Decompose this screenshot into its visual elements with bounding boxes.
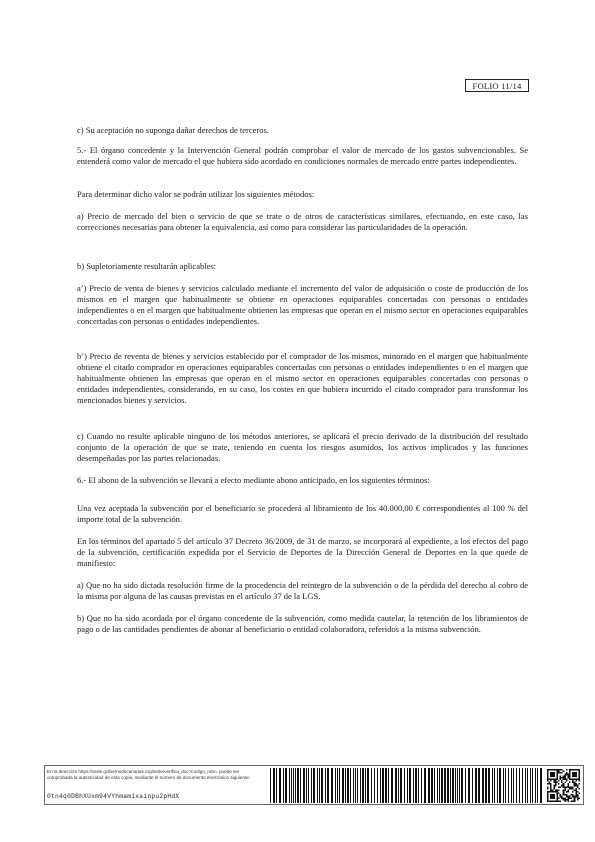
verification-text: En la dirección https://sede.gobiernodecanarias.org/sede/verifica_doc?codigo_nde= puede ser comprobada la autenticidad de esta copia, mediante el número de documento electrónico siguiente:: [47, 769, 251, 780]
paragraph-certification-a: a) Que no ha sido dictada resolución firme de la procedencia del reintegro de la subvención o de la pérdida del derecho al cobro de la misma por alguna de las causas previstas en el artículo 37 de la LGS.: [77, 580, 528, 601]
paragraph-certification: En los términos del apartado 5 del artículo 37 Decreto 36/2009, de 31 de marzo, se incorporará al expediente, a los efectos del pago de la subvención, certificación expedida por el Servicio de Deportes de la Dirección General de Deportes en la que quede de manifiesto:: [77, 536, 528, 568]
qr-code-icon: [547, 769, 580, 802]
paragraph-condition-c: c) Su aceptación no suponga dañar derechos de terceros.: [77, 125, 269, 135]
folio-label: FOLIO 11/14: [465, 79, 529, 92]
paragraph-method-b: b) Supletoriamente resultarán aplicables:: [77, 261, 217, 271]
document-code: 0tn4q0DBhXUxm94VYhmam1xainpu2pHdX: [47, 793, 180, 800]
paragraph-method-c: c) Cuando no resulte aplicable ninguno de los métodos anteriores, se aplicará el precio derivado de la distribución del resultado conjunto de la operación de que se trate, teniendo en cuenta los riesgos asumidos, los activos implicados y las funciones desempeñadas por las partes relacionadas.: [77, 431, 528, 463]
paragraph-section-5: 5.- El órgano concedente y la Intervención General podrán comprobar el valor de mercado de los gastos subvencionables. Se entenderá como valor de mercado el que hubiera sido acordado en condiciones normales de mercado entre partes independientes.: [77, 145, 528, 166]
paragraph-payment: Una vez aceptada la subvención por el beneficiario se procederá al libramiento de los 40.000,00 € correspondientes al 100 % del importe total de la subvención.: [77, 503, 528, 524]
paragraph-methods-intro: Para determinar dicho valor se podrán utilizar los siguientes métodos:: [77, 189, 315, 199]
paragraph-section-6: 6.- El abono de la subvención se llevará a efecto mediante abono anticipado, en los siguientes términos:: [77, 475, 430, 485]
paragraph-method-a: a) Precio de mercado del bien o servicio de que se trate o de otros de características similares, efectuando, en este caso, las correcciones necesarias para obtener la equivalencia, así como para considerar las particularidades de la operación.: [77, 211, 528, 232]
barcode-icon: [270, 768, 542, 803]
paragraph-method-a-prime: a’) Precio de venta de bienes y servicios calculado mediante el incremento del valor de adquisición o coste de producción de los mismos en el margen que habitualmente se obtiene en operaciones equiparables concertadas con personas o entidades independientes o en el margen que habitualmente obtienen las empresas que operan en el mismo sector en operaciones equiparables concertadas con personas o entidades independientes.: [77, 283, 528, 326]
verification-footer: [44, 765, 584, 805]
paragraph-method-b-prime: b’) Precio de reventa de bienes y servicios establecido por el comprador de los mismos, minorado en el margen que habitualmente obtiene el citado comprador en operaciones equiparables concertadas con personas o entidades independientes o en el margen que habitualmente obtienen las empresas que operan en el mismo sector en operaciones equiparables concertadas con personas o entidades independientes, considerando, en su caso, los costes en que hubiera incurrido el citado comprador para transformar los mencionados bienes y servicios.: [77, 351, 528, 405]
paragraph-certification-b: b) Que no ha sido acordada por el órgano concedente de la subvención, como medida cautelar, la retención de los libramientos de pago o de las cantidades pendientes de abonar al beneficiario o entidad colaboradora, referidos a la misma subvención.: [77, 613, 528, 634]
